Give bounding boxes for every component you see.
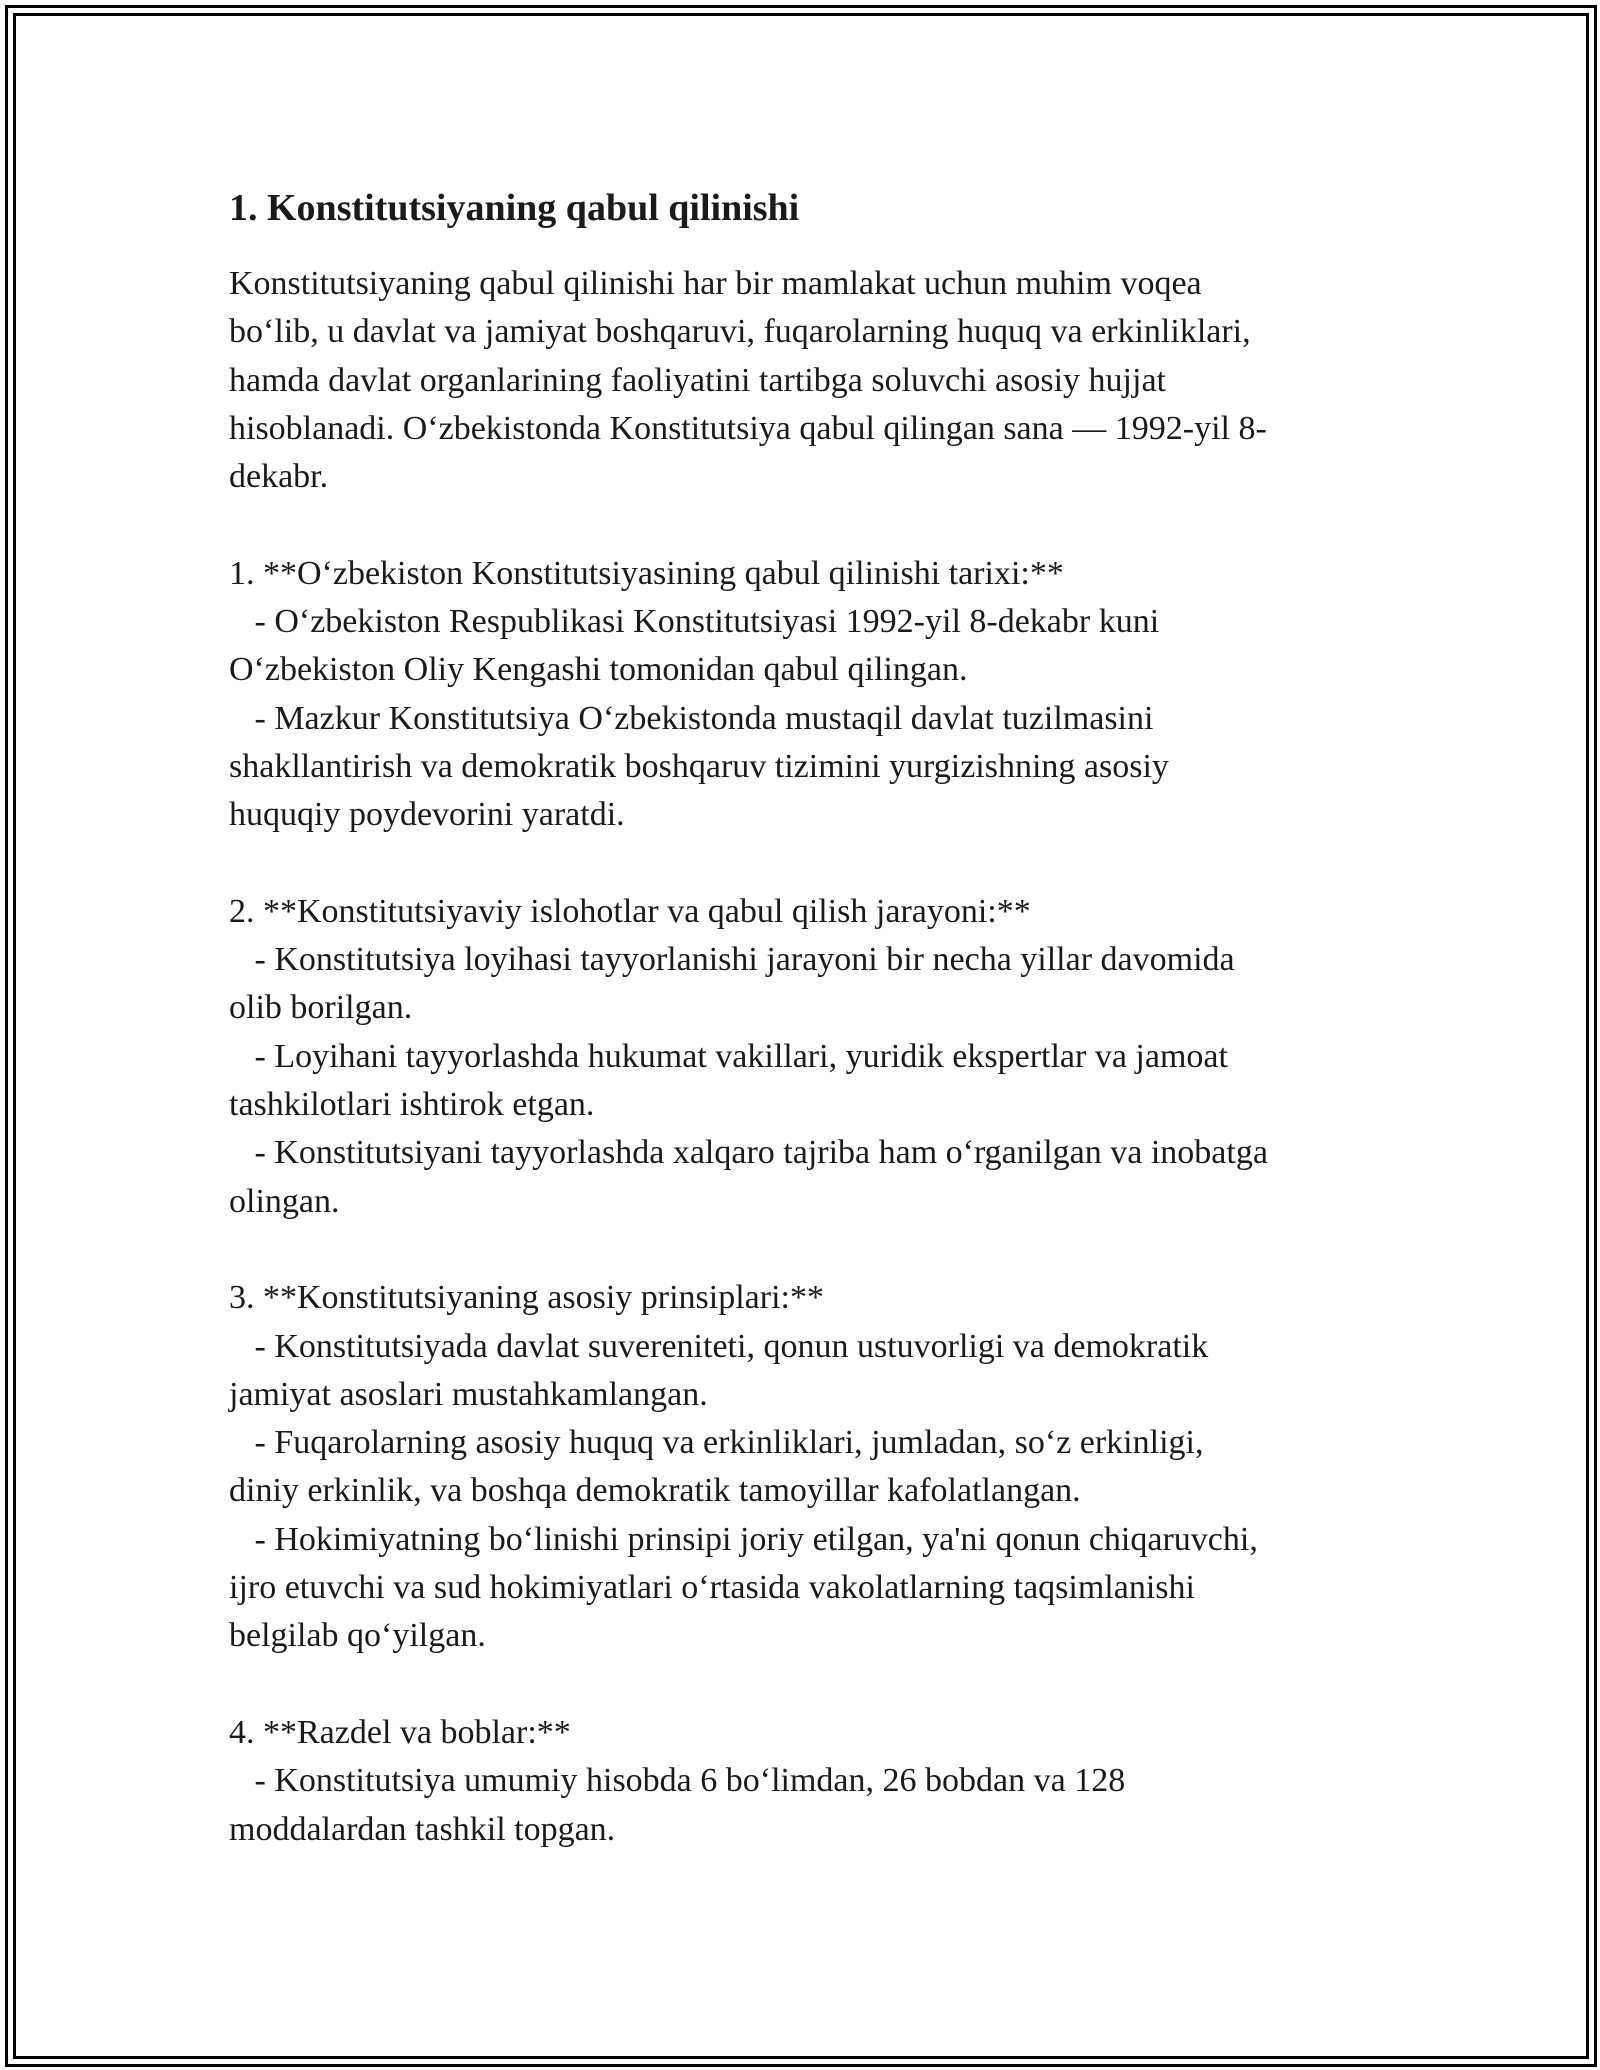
document-content [229, 184, 1369, 1854]
document-heading: 1. Konstitutsiyaning qabul qilinishi [229, 187, 800, 229]
document-body: Konstitutsiyaning qabul qilinishi har bir mamlakat uchun muhim voqea bo‘lib, u davlat va jamiyat boshqaruvi, fuqarolarning huquq va erkinliklari, hamda davlat organlarining faoliyatini tartibga soluvchi asosiy hujjat hisoblanadi. O‘zbekistonda Konstitutsiya qabul qilingan sana — 1992-yil 8- dekabr. 1. **O‘zbekiston Konstitutsiyasining qabul qilinishi tarixi:** - O‘zbekiston Respublikasi Konstitutsiyasi 1992-yil 8-dekabr kuni O‘zbekiston Oliy Kengashi tomonidan qabul qilingan. - Mazkur Konstitutsiya O‘zbekistonda mustaqil davlat tuzilmasini shakllantirish va demokratik boshqaruv tizimini yurgizishning asosiy huquqiy poydevorini yaratdi. 2. **Konstitutsiyaviy islohotlar va qabul qilish jarayoni:** - Konstitutsiya loyihasi tayyorlanishi jarayoni bir necha yillar davomida olib borilgan. - Loyihani tayyorlashda hukumat vakillari, yuridik ekspertlar va jamoat tashkilotlari ishtirok etgan. - Konstitutsiyani tayyorlashda xalqaro tajriba ham o‘rganilgan va inobatga olingan. 3. **Konstitutsiyaning asosiy prinsiplari:** - Konstitutsiyada davlat suvereniteti, qonun ustuvorligi va demokratik jamiyat asoslari mustahkamlangan. - Fuqarolarning asosiy huquq va erkinliklari, jumladan, so‘z erkinligi, diniy erkinlik, va boshqa demokratik tamoyillar kafolatlangan. - Hokimiyatning bo‘linishi prinsipi joriy etilgan, ya'ni qonun chiqaruvchi, ijro etuvchi va sud hokimiyatlari o‘rtasida vakolatlarning taqsimlanishi belgilab qo‘yilgan. 4. **Razdel va boblar:** - Konstitutsiya umumiy hisobda 6 bo‘limdan, 26 bobdan va 128 moddalardan tashkil topgan. [229, 265, 1268, 1848]
